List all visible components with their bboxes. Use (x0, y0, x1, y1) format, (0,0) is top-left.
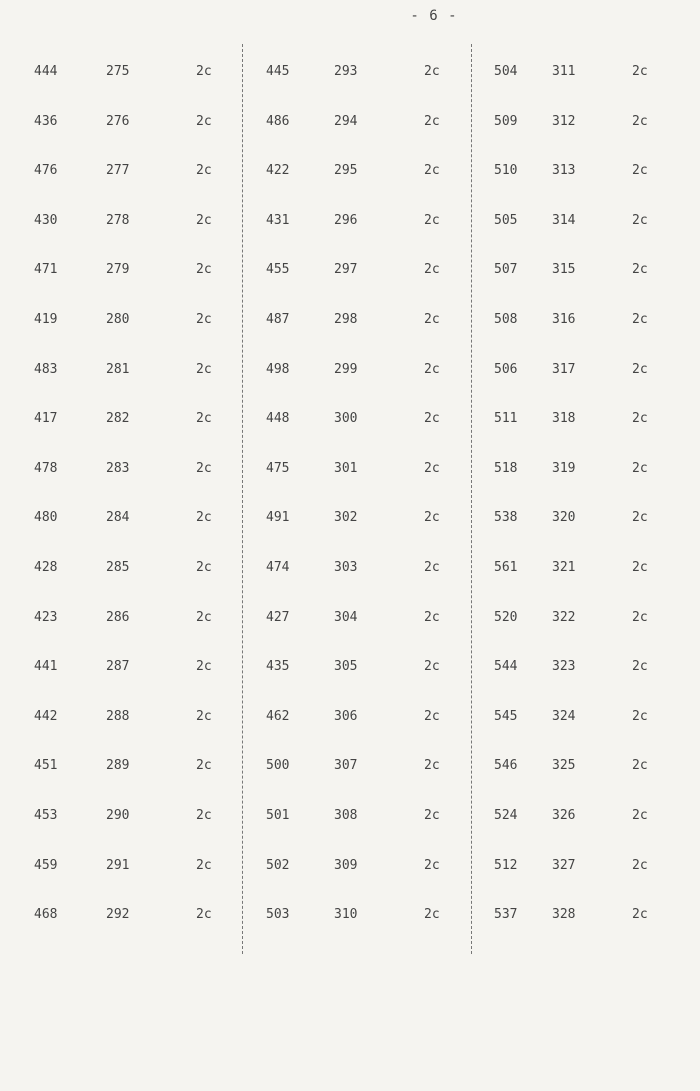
table-row (18, 409, 238, 429)
entry-number: 508 (494, 312, 518, 327)
entry-code: 2c (424, 460, 440, 476)
table-row (476, 756, 682, 776)
entry-code: 2c (632, 708, 648, 724)
table-row (18, 508, 238, 528)
table-row (18, 211, 238, 231)
entry-number: 537 (494, 907, 518, 923)
entry-code: 2c (196, 808, 212, 823)
sequence-number: 281 (106, 361, 130, 377)
entry-code: 2c (424, 510, 440, 526)
table-row (18, 806, 238, 826)
table-row (18, 161, 238, 181)
table-row (476, 856, 682, 876)
entry-number: 483 (34, 361, 58, 377)
table-row (18, 360, 238, 380)
sequence-number: 291 (106, 857, 130, 873)
table-row (476, 558, 682, 578)
sequence-number: 328 (552, 907, 576, 923)
table-row (476, 409, 682, 429)
entry-code: 2c (632, 758, 648, 774)
entry-code: 2c (196, 113, 212, 129)
sequence-number: 308 (334, 808, 358, 823)
table-row (476, 161, 682, 181)
table-row (246, 211, 468, 231)
entry-code: 2c (196, 758, 212, 774)
sequence-number: 292 (106, 907, 130, 923)
entry-number: 504 (494, 64, 518, 79)
entry-code: 2c (424, 212, 440, 228)
entry-code: 2c (632, 609, 648, 625)
sequence-number: 315 (552, 262, 576, 278)
table-row (246, 806, 468, 826)
entry-number: 431 (266, 212, 290, 228)
entry-code: 2c (632, 560, 648, 575)
entry-number: 491 (266, 510, 290, 526)
table-row (476, 657, 682, 677)
table-row (18, 459, 238, 479)
table-row (18, 905, 238, 925)
table-row (246, 905, 468, 925)
table-row (18, 558, 238, 578)
number-table (18, 44, 682, 964)
entry-code: 2c (632, 262, 648, 278)
table-column-3 (476, 44, 682, 964)
sequence-number: 305 (334, 659, 358, 675)
table-row (18, 756, 238, 776)
entry-number: 509 (494, 113, 518, 129)
entry-number: 435 (266, 659, 290, 675)
table-row (476, 905, 682, 925)
entry-number: 474 (266, 560, 290, 575)
entry-code: 2c (196, 361, 212, 377)
entry-code: 2c (424, 609, 440, 625)
table-row (476, 211, 682, 231)
entry-number: 471 (34, 262, 58, 278)
entry-number: 545 (494, 708, 518, 724)
entry-number: 445 (266, 64, 290, 79)
table-row (246, 62, 468, 82)
table-row (18, 657, 238, 677)
entry-code: 2c (632, 808, 648, 823)
sequence-number: 297 (334, 262, 358, 278)
entry-code: 2c (196, 212, 212, 228)
sequence-number: 287 (106, 659, 130, 675)
table-row (246, 707, 468, 727)
entry-code: 2c (632, 312, 648, 327)
table-column-2 (246, 44, 468, 964)
sequence-number: 299 (334, 361, 358, 377)
entry-number: 507 (494, 262, 518, 278)
entry-code: 2c (424, 708, 440, 724)
entry-number: 501 (266, 808, 290, 823)
entry-number: 428 (34, 560, 58, 575)
entry-code: 2c (424, 857, 440, 873)
sequence-number: 283 (106, 460, 130, 476)
entry-number: 422 (266, 163, 290, 179)
entry-code: 2c (424, 113, 440, 129)
entry-number: 451 (34, 758, 58, 774)
entry-number: 546 (494, 758, 518, 774)
table-row (246, 310, 468, 330)
table-row (246, 558, 468, 578)
entry-number: 453 (34, 808, 58, 823)
entry-number: 524 (494, 808, 518, 823)
entry-code: 2c (196, 411, 212, 427)
sequence-number: 306 (334, 708, 358, 724)
table-row (476, 608, 682, 628)
table-row (476, 459, 682, 479)
table-row (246, 608, 468, 628)
sequence-number: 295 (334, 163, 358, 179)
table-row (18, 856, 238, 876)
entry-code: 2c (424, 560, 440, 575)
table-row (246, 508, 468, 528)
entry-number: 512 (494, 857, 518, 873)
sequence-number: 327 (552, 857, 576, 873)
entry-number: 544 (494, 659, 518, 675)
entry-number: 444 (34, 64, 58, 79)
entry-number: 505 (494, 212, 518, 228)
entry-code: 2c (196, 857, 212, 873)
table-row (18, 310, 238, 330)
sequence-number: 317 (552, 361, 576, 377)
entry-number: 427 (266, 609, 290, 625)
entry-code: 2c (424, 361, 440, 377)
entry-code: 2c (196, 907, 212, 923)
sequence-number: 321 (552, 560, 576, 575)
sequence-number: 282 (106, 411, 130, 427)
entry-code: 2c (632, 163, 648, 179)
table-row (476, 806, 682, 826)
entry-number: 430 (34, 212, 58, 228)
entry-number: 510 (494, 163, 518, 179)
sequence-number: 307 (334, 758, 358, 774)
sequence-number: 322 (552, 609, 576, 625)
entry-number: 442 (34, 708, 58, 724)
entry-code: 2c (632, 857, 648, 873)
table-row (476, 260, 682, 280)
entry-code: 2c (424, 808, 440, 823)
table-row (246, 856, 468, 876)
entry-code: 2c (196, 659, 212, 675)
sequence-number: 294 (334, 113, 358, 129)
entry-code: 2c (632, 361, 648, 377)
sequence-number: 296 (334, 212, 358, 228)
table-row (476, 508, 682, 528)
sequence-number: 288 (106, 708, 130, 724)
table-row (18, 707, 238, 727)
entry-code: 2c (424, 907, 440, 923)
entry-code: 2c (632, 659, 648, 675)
entry-code: 2c (632, 907, 648, 923)
sequence-number: 303 (334, 560, 358, 575)
entry-number: 419 (34, 312, 58, 327)
entry-code: 2c (424, 659, 440, 675)
sequence-number: 304 (334, 609, 358, 625)
entry-code: 2c (196, 708, 212, 724)
table-row (476, 310, 682, 330)
entry-number: 518 (494, 460, 518, 476)
table-row (246, 756, 468, 776)
entry-code: 2c (632, 460, 648, 476)
entry-number: 423 (34, 609, 58, 625)
entry-number: 520 (494, 609, 518, 625)
entry-number: 468 (34, 907, 58, 923)
column-divider (471, 44, 472, 954)
sequence-number: 313 (552, 163, 576, 179)
entry-code: 2c (196, 560, 212, 575)
sequence-number: 316 (552, 312, 576, 327)
sequence-number: 298 (334, 312, 358, 327)
sequence-number: 290 (106, 808, 130, 823)
sequence-number: 289 (106, 758, 130, 774)
sequence-number: 319 (552, 460, 576, 476)
entry-code: 2c (424, 262, 440, 278)
sequence-number: 285 (106, 560, 130, 575)
page-number: - 6 - (410, 8, 458, 24)
entry-number: 561 (494, 560, 518, 575)
entry-code: 2c (632, 212, 648, 228)
table-row (18, 608, 238, 628)
table-row (246, 360, 468, 380)
sequence-number: 276 (106, 113, 130, 129)
entry-number: 503 (266, 907, 290, 923)
entry-number: 480 (34, 510, 58, 526)
table-row (18, 112, 238, 132)
entry-number: 475 (266, 460, 290, 476)
table-row (246, 260, 468, 280)
entry-number: 511 (494, 411, 518, 427)
sequence-number: 279 (106, 262, 130, 278)
sequence-number: 318 (552, 411, 576, 427)
entry-code: 2c (196, 312, 212, 327)
entry-number: 506 (494, 361, 518, 377)
sequence-number: 309 (334, 857, 358, 873)
table-row (18, 260, 238, 280)
entry-code: 2c (632, 113, 648, 129)
entry-number: 538 (494, 510, 518, 526)
table-row (476, 707, 682, 727)
entry-code: 2c (196, 609, 212, 625)
entry-number: 455 (266, 262, 290, 278)
entry-number: 500 (266, 758, 290, 774)
table-row (246, 409, 468, 429)
table-row (476, 112, 682, 132)
sequence-number: 275 (106, 64, 130, 79)
entry-code: 2c (632, 411, 648, 427)
entry-number: 448 (266, 411, 290, 427)
entry-number: 502 (266, 857, 290, 873)
sequence-number: 284 (106, 510, 130, 526)
entry-code: 2c (196, 64, 212, 79)
entry-code: 2c (632, 64, 648, 79)
entry-code: 2c (196, 163, 212, 179)
entry-code: 2c (196, 510, 212, 526)
entry-code: 2c (424, 758, 440, 774)
entry-code: 2c (424, 312, 440, 327)
sequence-number: 277 (106, 163, 130, 179)
entry-number: 476 (34, 163, 58, 179)
entry-number: 462 (266, 708, 290, 724)
sequence-number: 320 (552, 510, 576, 526)
sequence-number: 310 (334, 907, 358, 923)
table-row (476, 62, 682, 82)
sequence-number: 324 (552, 708, 576, 724)
sequence-number: 311 (552, 64, 576, 79)
sequence-number: 300 (334, 411, 358, 427)
table-column-1 (18, 44, 238, 964)
table-row (246, 161, 468, 181)
sequence-number: 326 (552, 808, 576, 823)
entry-number: 441 (34, 659, 58, 675)
sequence-number: 302 (334, 510, 358, 526)
column-divider (242, 44, 243, 954)
sequence-number: 286 (106, 609, 130, 625)
sequence-number: 314 (552, 212, 576, 228)
entry-code: 2c (424, 64, 440, 79)
entry-number: 498 (266, 361, 290, 377)
sequence-number: 325 (552, 758, 576, 774)
entry-code: 2c (196, 460, 212, 476)
entry-number: 459 (34, 857, 58, 873)
sequence-number: 323 (552, 659, 576, 675)
entry-number: 436 (34, 113, 58, 129)
table-row (18, 62, 238, 82)
table-row (246, 657, 468, 677)
table-row (476, 360, 682, 380)
entry-code: 2c (196, 262, 212, 278)
table-row (246, 112, 468, 132)
sequence-number: 278 (106, 212, 130, 228)
entry-code: 2c (424, 163, 440, 179)
sequence-number: 312 (552, 113, 576, 129)
entry-number: 417 (34, 411, 58, 427)
sequence-number: 293 (334, 64, 358, 79)
entry-number: 478 (34, 460, 58, 476)
entry-code: 2c (424, 411, 440, 427)
entry-code: 2c (632, 510, 648, 526)
table-row (246, 459, 468, 479)
sequence-number: 280 (106, 312, 130, 327)
entry-number: 486 (266, 113, 290, 129)
sequence-number: 301 (334, 460, 358, 476)
entry-number: 487 (266, 312, 290, 327)
